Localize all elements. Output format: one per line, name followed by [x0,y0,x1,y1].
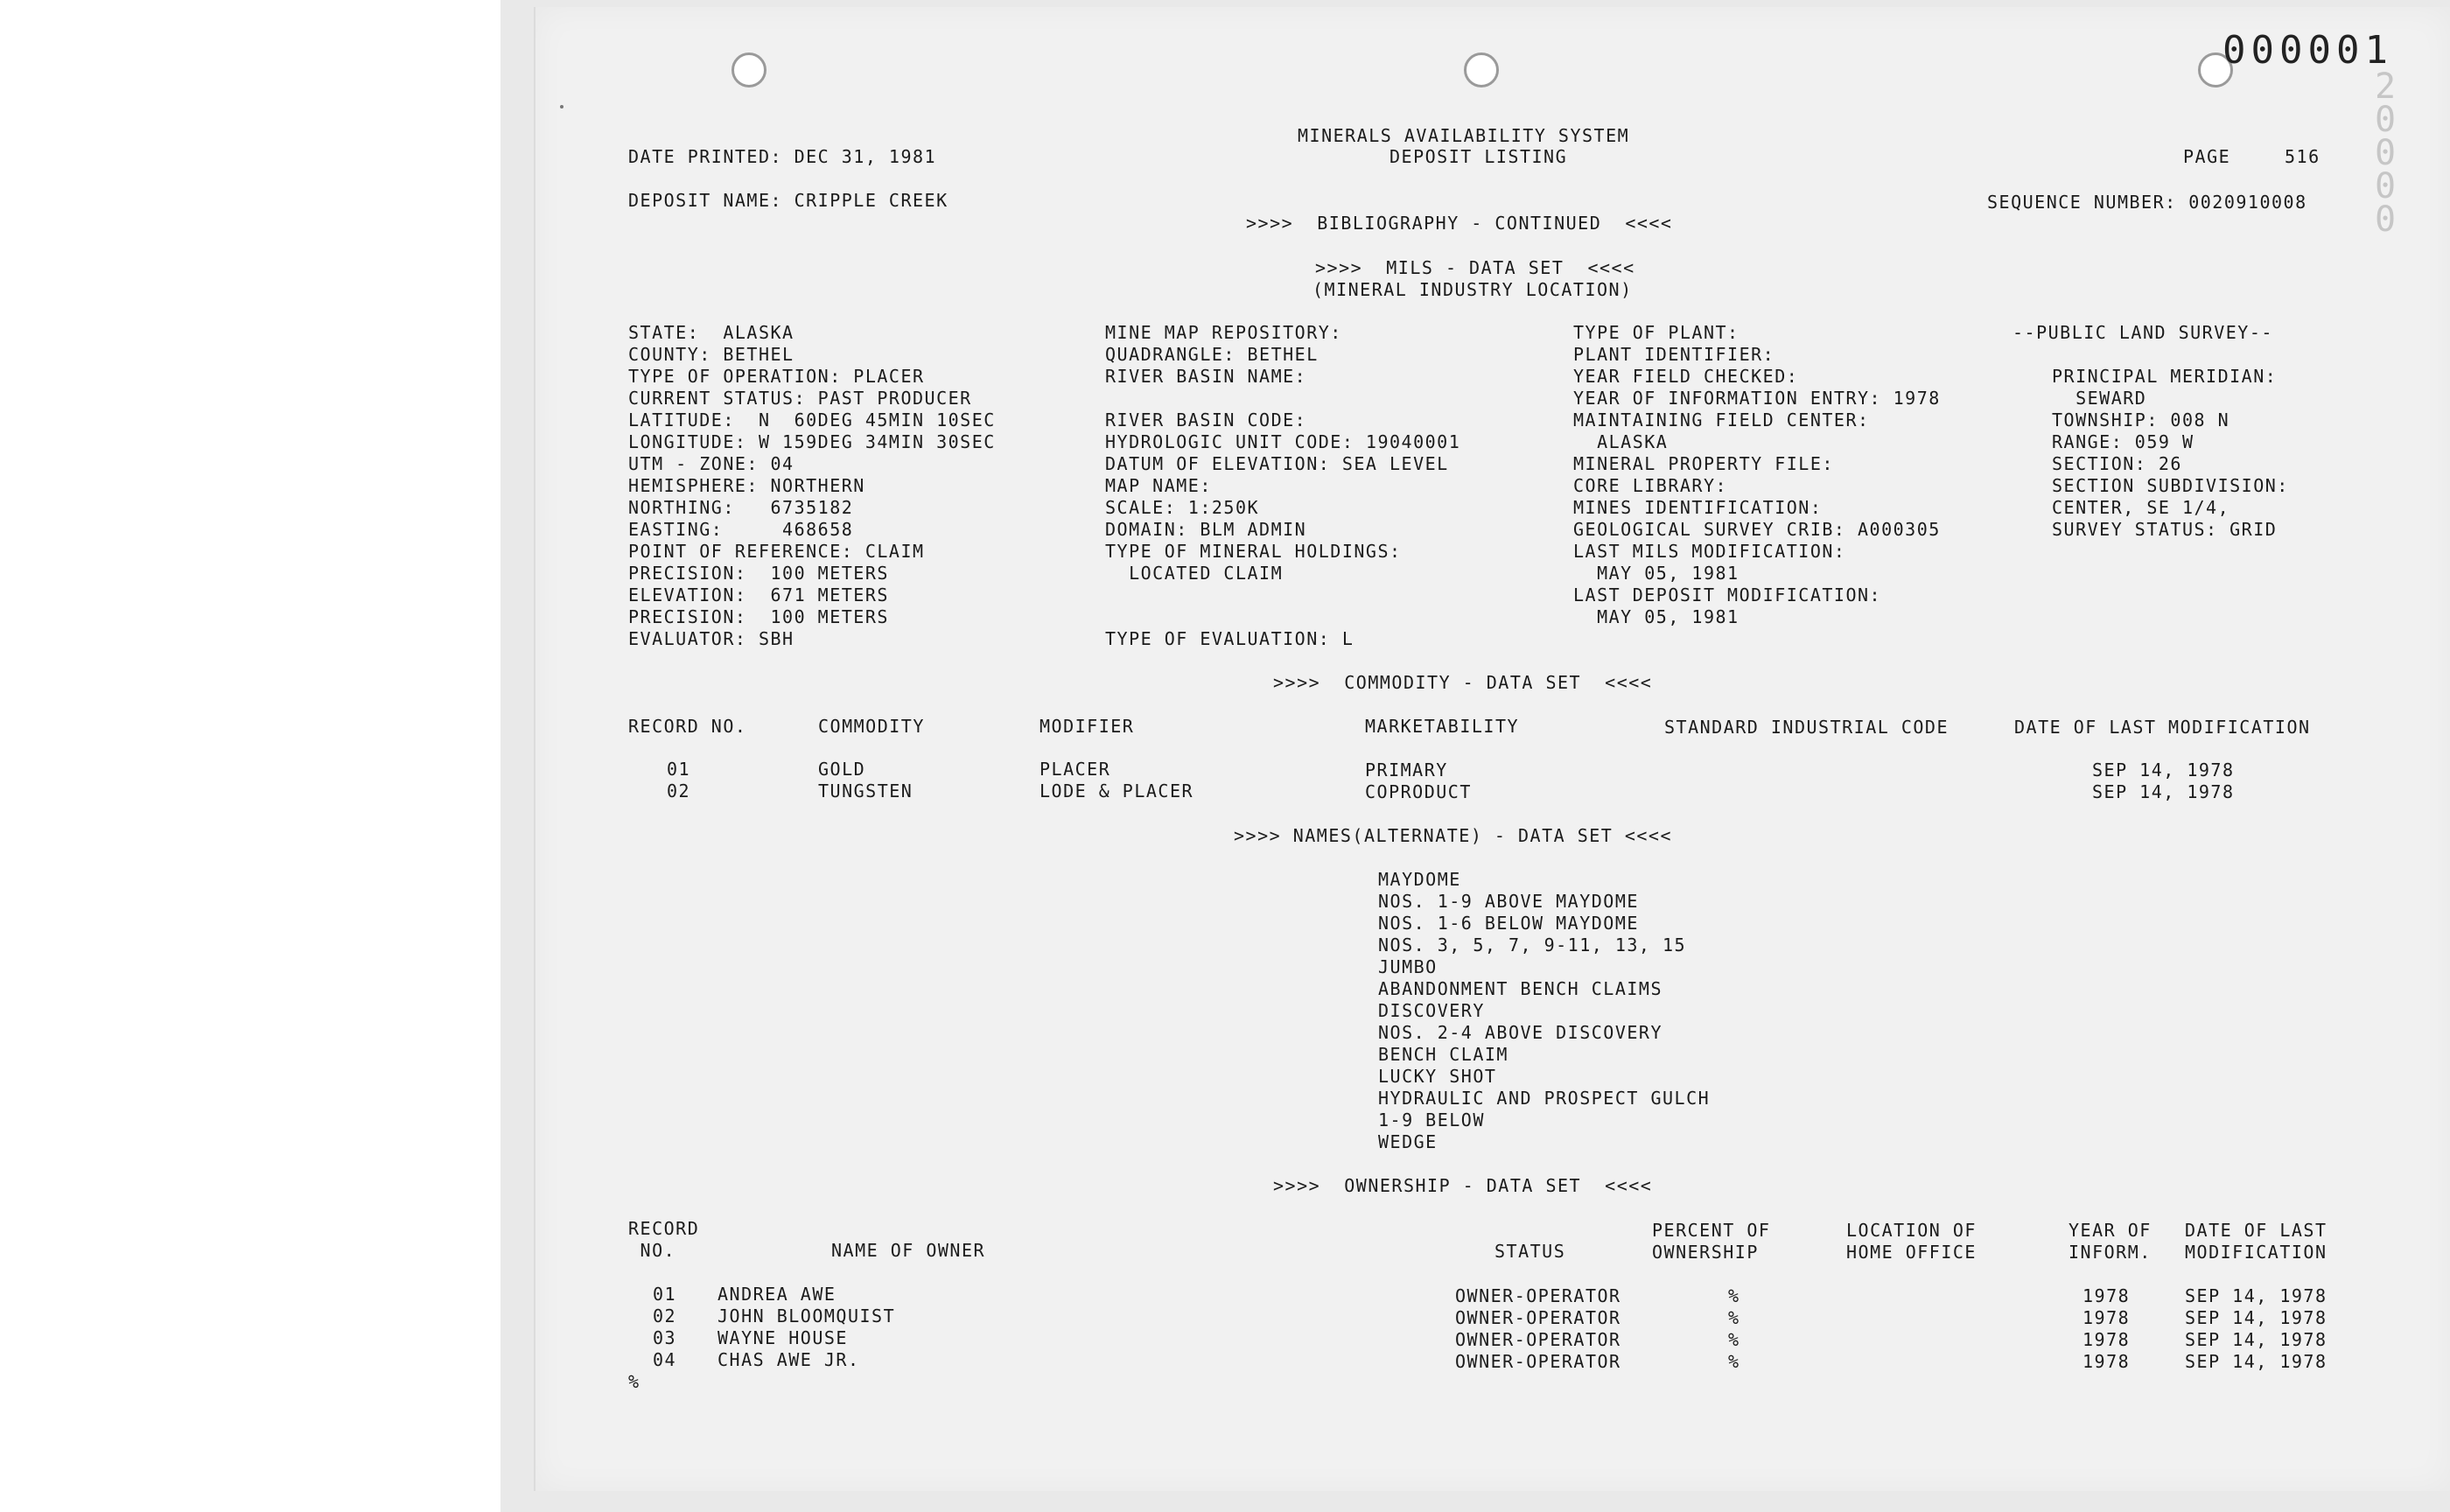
alternate-name: 1-9 BELOW [1378,1110,1485,1130]
mils-heading: >>>> MILS - DATA SET <<<< [1315,257,1635,278]
owner-row-percent: % [1728,1351,1740,1372]
alternate-name: DISCOVERY [1378,1000,1485,1021]
mils-year-info-entry: YEAR OF INFORMATION ENTRY: 1978 [1573,388,1941,409]
mils-mines-identification: MINES IDENTIFICATION: [1573,497,1823,518]
commodity-row-modifier: PLACER [1040,759,1111,780]
commodity-row-marketability: PRIMARY [1365,760,1448,780]
alternate-name: NOS. 1-9 ABOVE MAYDOME [1378,891,1639,912]
owner-row-record: 02 [653,1306,677,1326]
mils-elevation: ELEVATION: 671 METERS [628,584,889,606]
owner-row-record: 04 [653,1349,677,1370]
mils-hemisphere: HEMISPHERE: NORTHERN [628,475,865,496]
system-title: MINERALS AVAILABILITY SYSTEM [1298,125,1630,146]
commodity-row-modifier: LODE & PLACER [1040,780,1194,802]
page-stamp-number: 000001 [2222,28,2393,73]
ownership-header-owner: NAME OF OWNER [831,1240,986,1261]
ownership-header-location: LOCATION OF [1846,1220,1977,1241]
owner-row-date: SEP 14, 1978 [2185,1329,2328,1350]
mils-datum-of-elevation: DATUM OF ELEVATION: SEA LEVEL [1105,453,1449,474]
ownership-header-date: DATE OF LAST [2185,1220,2328,1241]
mils-hydrologic-unit-code: HYDROLOGIC UNIT CODE: 19040001 [1105,431,1461,452]
alternate-name: MAYDOME [1378,869,1461,890]
owner-row-date: SEP 14, 1978 [2185,1351,2328,1372]
mils-mineral-property-file: MINERAL PROPERTY FILE: [1573,453,1834,474]
mils-longitude: LONGITUDE: W 159DEG 34MIN 30SEC [628,431,996,452]
pls-subdivision-value: CENTER, SE 1/4, [2052,497,2230,518]
mils-evaluator: EVALUATOR: SBH [628,628,794,649]
pls-section-subdivision: SECTION SUBDIVISION: [2052,475,2289,496]
commodity-header-modifier: MODIFIER [1040,716,1135,737]
mils-core-library: CORE LIBRARY: [1573,475,1728,496]
mils-utm-zone: UTM - ZONE: 04 [628,453,794,474]
owner-row-name: CHAS AWE JR. [718,1349,860,1370]
ownership-header-ownership: OWNERSHIP [1652,1242,1759,1263]
mils-easting: EASTING: 468658 [628,519,854,540]
owner-row-year: 1978 [2082,1329,2131,1350]
pls-meridian-value: SEWARD [2052,388,2147,409]
alternate-name: JUMBO [1378,956,1438,977]
commodity-row-date: SEP 14, 1978 [2092,760,2235,780]
punch-hole-center [1464,52,1499,88]
scan-speck [560,105,564,108]
commodity-row-marketability: COPRODUCT [1365,781,1472,802]
ownership-header-percent: PERCENT OF [1652,1220,1771,1241]
mils-current-status: CURRENT STATUS: PAST PRODUCER [628,388,972,409]
pls-range: RANGE: 059 W [2052,431,2194,452]
mils-mine-map-repository: MINE MAP REPOSITORY: [1105,322,1342,343]
mils-elevation-precision: PRECISION: 100 METERS [628,606,889,627]
owner-row-record: 01 [653,1284,677,1305]
alternate-name: BENCH CLAIM [1378,1044,1508,1065]
mils-field-center-value: ALASKA [1573,431,1669,452]
mils-latitude: LATITUDE: N 60DEG 45MIN 10SEC [628,410,996,430]
alternate-name: NOS. 2-4 ABOVE DISCOVERY [1378,1022,1662,1043]
mils-river-basin-name: RIVER BASIN NAME: [1105,366,1307,387]
alternate-name: WEDGE [1378,1131,1438,1152]
commodity-header-last-modification: DATE OF LAST MODIFICATION [2014,717,2311,738]
mils-point-of-reference: POINT OF REFERENCE: CLAIM [628,541,925,562]
owner-row-percent: % [1728,1307,1740,1328]
ownership-footer-mark: % [628,1371,640,1392]
owner-row-status: OWNER-OPERATOR [1455,1285,1621,1306]
alternate-name: HYDRAULIC AND PROSPECT GULCH [1378,1088,1711,1109]
ownership-heading: >>>> OWNERSHIP - DATA SET <<<< [1273,1175,1653,1196]
mils-evaluation-type: TYPE OF EVALUATION: L [1105,628,1354,649]
mils-mineral-holdings-value: LOCATED CLAIM [1105,563,1284,584]
page-value: 516 [2285,146,2320,167]
owner-row-name: JOHN BLOOMQUIST [718,1306,896,1326]
alternate-name: ABANDONMENT BENCH CLAIMS [1378,978,1662,999]
ownership-header-year: YEAR OF [2068,1220,2152,1241]
commodity-row-record: 01 [667,759,691,780]
commodity-header-record: RECORD NO. [628,716,747,737]
mils-quadrangle: QUADRANGLE: BETHEL [1105,344,1319,365]
commodity-row-commodity: TUNGSTEN [818,780,914,802]
owner-row-date: SEP 14, 1978 [2185,1285,2328,1306]
mils-geological-survey-crib: GEOLOGICAL SURVEY CRIB: A000305 [1573,519,1941,540]
names-heading: >>>> NAMES(ALTERNATE) - DATA SET <<<< [1234,825,1673,846]
commodity-row-record: 02 [667,780,691,802]
mils-state: STATE: ALASKA [628,322,794,343]
mils-maintaining-field-center: MAINTAINING FIELD CENTER: [1573,410,1870,430]
mils-county: COUNTY: BETHEL [628,344,794,365]
sequence-number: SEQUENCE NUMBER: 0020910008 [1987,192,2307,213]
page-label: PAGE [2183,146,2231,167]
mils-last-mils-modification-date: MAY 05, 1981 [1573,563,1740,584]
mils-plant-type: TYPE OF PLANT: [1573,322,1740,343]
mils-last-mils-modification: LAST MILS MODIFICATION: [1573,541,1846,562]
commodity-header-marketability: MARKETABILITY [1365,716,1520,737]
pls-township: TOWNSHIP: 008 N [2052,410,2230,430]
mils-year-field-checked: YEAR FIELD CHECKED: [1573,366,1799,387]
mils-river-basin-code: RIVER BASIN CODE: [1105,410,1307,430]
punch-hole-left [732,52,766,88]
ownership-header-inform: INFORM. [2068,1242,2152,1263]
owner-row-year: 1978 [2082,1285,2131,1306]
owner-row-status: OWNER-OPERATOR [1455,1351,1621,1372]
alternate-name: NOS. 1-6 BELOW MAYDOME [1378,913,1639,934]
owner-row-year: 1978 [2082,1351,2131,1372]
mils-domain: DOMAIN: BLM ADMIN [1105,519,1307,540]
owner-row-date: SEP 14, 1978 [2185,1307,2328,1328]
commodity-row-commodity: GOLD [818,759,866,780]
mils-plant-identifier: PLANT IDENTIFIER: [1573,344,1775,365]
pls-principal-meridian: PRINCIPAL MERIDIAN: [2052,366,2278,387]
ownership-header-modification: MODIFICATION [2185,1242,2328,1263]
ghost-stamp-number: 2 0 0 0 0 [2374,66,2397,240]
owner-row-percent: % [1728,1329,1740,1350]
owner-row-status: OWNER-OPERATOR [1455,1307,1621,1328]
owner-row-status: OWNER-OPERATOR [1455,1329,1621,1350]
mils-operation-type: TYPE OF OPERATION: PLACER [628,366,925,387]
pls-heading: --PUBLIC LAND SURVEY-- [2012,322,2273,343]
ownership-header-home-office: HOME OFFICE [1846,1242,1977,1263]
owner-row-name: WAYNE HOUSE [718,1327,848,1348]
pls-survey-status: SURVEY STATUS: GRID [2052,519,2278,540]
ownership-header-record: RECORD [628,1218,700,1239]
ownership-header-record-no: NO. [628,1240,676,1261]
owner-row-year: 1978 [2082,1307,2131,1328]
owner-row-percent: % [1728,1285,1740,1306]
alternate-name: LUCKY SHOT [1378,1066,1497,1087]
ownership-header-status: STATUS [1494,1241,1566,1262]
mils-map-name: MAP NAME: [1105,475,1212,496]
owner-row-name: ANDREA AWE [718,1284,836,1305]
alternate-name: NOS. 3, 5, 7, 9-11, 13, 15 [1378,934,1687,956]
listing-title: DEPOSIT LISTING [1390,146,1568,167]
date-printed: DATE PRINTED: DEC 31, 1981 [628,146,937,167]
bibliography-heading: >>>> BIBLIOGRAPHY - CONTINUED <<<< [1246,213,1673,234]
commodity-heading: >>>> COMMODITY - DATA SET <<<< [1273,672,1653,693]
mils-last-deposit-modification-date: MAY 05, 1981 [1573,606,1740,627]
mils-last-deposit-modification: LAST DEPOSIT MODIFICATION: [1573,584,1882,606]
pls-section: SECTION: 26 [2052,453,2182,474]
commodity-header-commodity: COMMODITY [818,716,925,737]
mils-northing: NORTHING: 6735182 [628,497,854,518]
owner-row-record: 03 [653,1327,677,1348]
mils-scale: SCALE: 1:250K [1105,497,1260,518]
mils-mineral-holdings-type: TYPE OF MINERAL HOLDINGS: [1105,541,1402,562]
commodity-row-date: SEP 14, 1978 [2092,781,2235,802]
mils-precision: PRECISION: 100 METERS [628,563,889,584]
deposit-name: DEPOSIT NAME: CRIPPLE CREEK [628,190,948,211]
mils-subheading: (MINERAL INDUSTRY LOCATION) [1312,279,1633,300]
commodity-header-sic: STANDARD INDUSTRIAL CODE [1664,717,1949,738]
